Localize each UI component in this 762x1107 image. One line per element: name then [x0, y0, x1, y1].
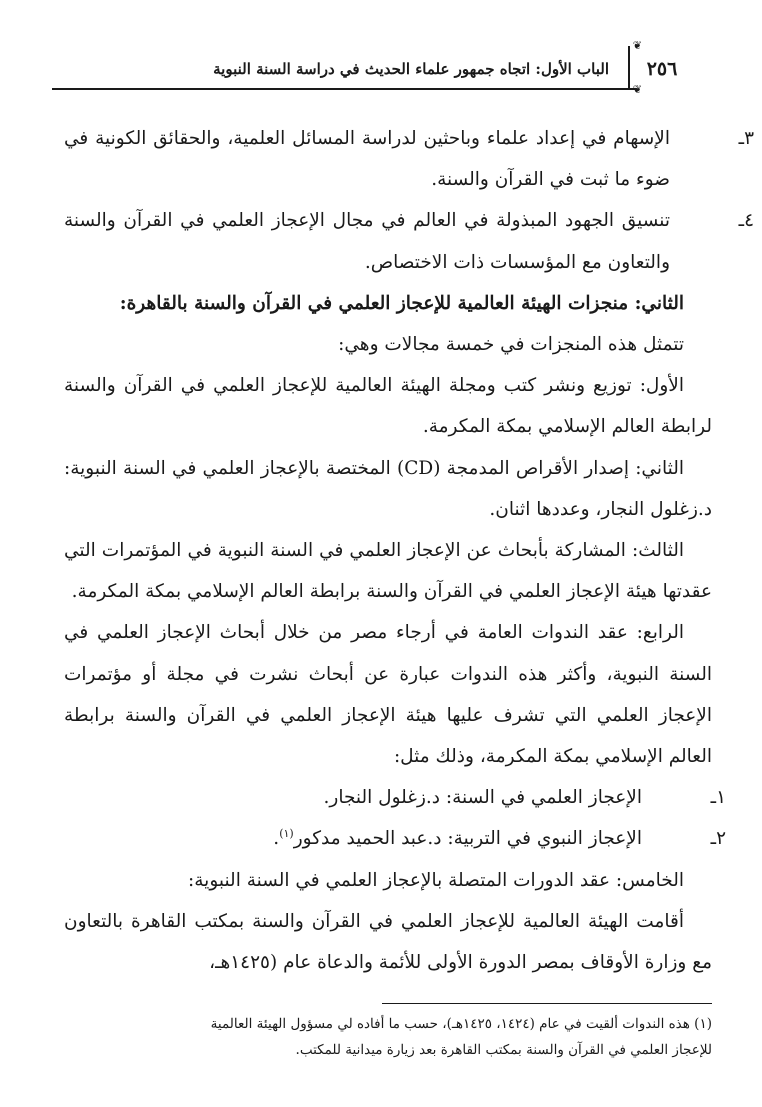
- list-item: [64, 777, 726, 818]
- paragraph: الرابع: عقد الندوات العامة في أرجاء مصر من خلال أبحاث الإعجاز العلمي في السنة النبوية، وأكثر هذه الندوات عبارة عن أبحاث نشرت في مجلة أو مؤتمرات الإعجاز العلمي التي تشرف عليها هيئة الإعجاز العلمي في القرآن والسنة برابطة العالم الإسلامي بمكة المكرمة، وذلك مثل:: [64, 622, 712, 768]
- footnote-rule: [382, 1003, 712, 1004]
- paragraph: تتمثل هذه المنجزات في خمسة مجالات وهي:: [338, 334, 684, 356]
- list-item: [64, 200, 754, 282]
- section-heading: الثاني: منجزات الهيئة العالمية للإعجاز العلمي في القرآن والسنة بالقاهرة:: [119, 292, 684, 314]
- item-number: ١ـ: [710, 787, 726, 809]
- footnote: [57, 1011, 712, 1063]
- list-item: [64, 818, 726, 859]
- paragraph: الخامس: عقد الدورات المتصلة بالإعجاز العلمي في السنة النبوية:: [188, 869, 684, 891]
- item-text: الإسهام في إعداد علماء وباحثين لدراسة المسائل العلمية، والحقائق الكونية في ضوء ما ثبت في القرآن والسنة.: [64, 128, 670, 191]
- item-number: ٤ـ: [738, 210, 754, 232]
- running-header: [52, 39, 704, 96]
- item-text: الإعجاز العلمي في السنة: د.زغلول النجار.: [323, 787, 642, 809]
- paragraph: أقامت الهيئة العالمية للإعجاز العلمي في القرآن والسنة بمكتب القاهرة بالتعاون مع وزارة الأوقاف بمصر الدورة الأولى للأئمة والدعاة عام (١٤٢٥هـ،: [64, 910, 712, 974]
- item-number: ٢ـ: [710, 828, 726, 850]
- floral-ornament-icon: ❦: [632, 39, 642, 52]
- paragraph: الأول: توزيع ونشر كتب ومجلة الهيئة العالمية للإعجاز العلمي في القرآن والسنة لرابطة العالم الإسلامي بمكة المكرمة.: [64, 375, 712, 438]
- item-text-end: .: [273, 828, 280, 850]
- header-rule: [52, 88, 637, 90]
- list-item: [64, 118, 754, 200]
- paragraph: الثالث: المشاركة بأبحاث عن الإعجاز العلمي في السنة النبوية في المؤتمرات التي عقدتها هيئة الإعجاز العلمي في القرآن والسنة برابطة العالم الإسلامي بمكة المكرمة.: [64, 540, 712, 603]
- chapter-title: الباب الأول: اتجاه جمهور علماء الحديث في دراسة السنة النبوية: [213, 60, 609, 78]
- item-text: تنسيق الجهود المبذولة في العالم في مجال الإعجاز العلمي في القرآن والسنة والتعاون مع المؤسسات ذات الاختصاص.: [64, 210, 670, 273]
- main-text: [64, 118, 754, 983]
- footnote-line: (١) هذه الندوات ألقيت في عام (١٤٢٤، ١٤٢٥هـ)، حسب ما أفاده لي مسؤول الهيئة العالمية: [210, 1016, 712, 1032]
- floral-ornament-icon: ❦: [632, 83, 642, 96]
- item-text: الإعجاز النبوي في التربية: د.عبد الحميد مدكور: [293, 828, 642, 850]
- paragraph: الثاني: إصدار الأقراص المدمجة (CD) المختصة بالإعجاز العلمي في السنة النبوية: د.زغلول النجار، وعددها اثنان.: [64, 457, 712, 520]
- item-number: ٣ـ: [738, 128, 754, 149]
- page-number: ٢٥٦: [646, 58, 678, 80]
- footnote-reference: (١): [279, 827, 294, 841]
- page-number-box: [628, 39, 704, 96]
- footnote-line: للإعجاز العلمي في القرآن والسنة بمكتب القاهرة بعد زيارة ميدانية للمكتب.: [295, 1042, 712, 1058]
